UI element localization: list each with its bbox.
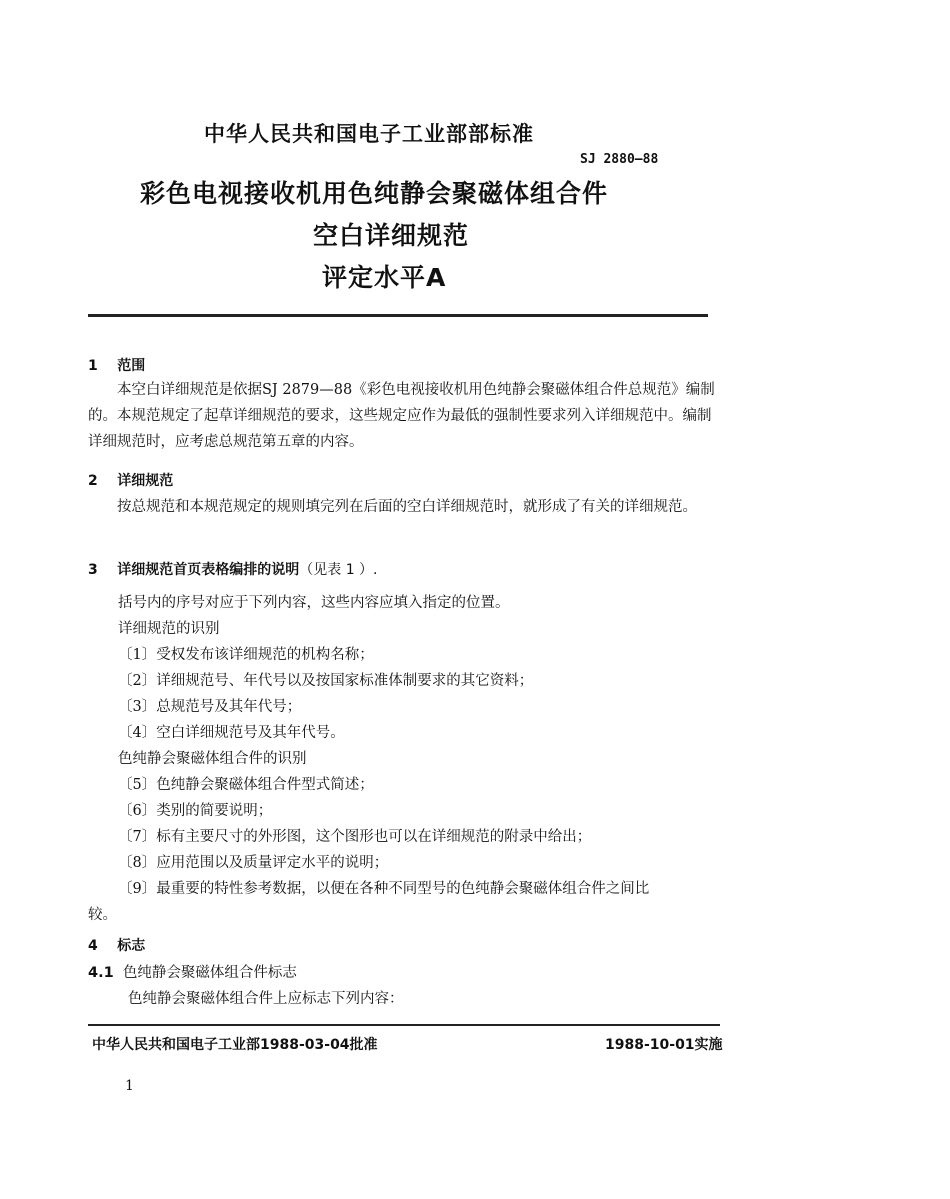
section-number: 1 <box>88 358 98 374</box>
section-2-heading <box>88 470 173 490</box>
section-number: 3 <box>88 562 98 578</box>
list-item-4: 〔4〕空白详细规范号及其年代号。 <box>118 725 345 741</box>
list-item-1: 〔1〕受权发布该详细规范的机构名称； <box>118 647 374 663</box>
list-item-6: 〔6〕类别的简要说明； <box>118 803 273 819</box>
document-title: 彩色电视接收机用色纯静会聚磁体组合件 <box>140 179 609 208</box>
header-divider <box>88 314 708 317</box>
list-item-9-continuation: 较。 <box>88 907 117 923</box>
section-4-heading <box>88 935 145 955</box>
list-item-2: 〔2〕详细规范号、年代号以及按国家标准体制要求的其它资料； <box>118 673 534 689</box>
page-number: 1 <box>125 1078 134 1094</box>
group-heading-component-id: 色纯静会聚磁体组合件的识别 <box>118 751 307 767</box>
subsection-4-1-paragraph: 色纯静会聚磁体组合件上应标志下列内容： <box>128 991 404 1007</box>
document-subtitle: 空白详细规范 <box>313 221 470 250</box>
section-number: 4 <box>88 938 98 954</box>
section-title: 标志 <box>117 938 146 954</box>
section-2-paragraph: 按总规范和本规范规定的规则填完列在后面的空白详细规范时，就形成了有关的详细规范。 <box>117 499 697 515</box>
standard-code: SJ 2880—88 <box>580 152 659 167</box>
assessment-level: 评定水平A <box>322 263 447 292</box>
section-title: 详细规范首页表格编排的说明 <box>117 562 300 578</box>
section-title-suffix: （见表 1 ）. <box>299 562 378 578</box>
group-heading-spec-id: 详细规范的识别 <box>118 621 220 637</box>
section-3-heading <box>88 559 378 579</box>
list-item-7: 〔7〕标有主要尺寸的外形图，这个图形也可以在详细规范的附录中给出； <box>118 829 592 845</box>
approval-line: 中华人民共和国电子工业部1988-03-04批准 <box>92 1037 378 1053</box>
list-item-3: 〔3〕总规范号及其年代号； <box>118 699 302 715</box>
issuing-organization: 中华人民共和国电子工业部部标准 <box>204 122 534 146</box>
section-number: 2 <box>88 473 98 489</box>
subsection-title: 色纯静会聚磁体组合件标志 <box>122 965 297 981</box>
section-1-heading <box>88 355 145 375</box>
section-title: 详细规范 <box>117 473 174 489</box>
section-title: 范围 <box>117 358 146 374</box>
list-item-5: 〔5〕色纯静会聚磁体组合件型式简述； <box>118 777 374 793</box>
section-3-intro: 括号内的序号对应于下列内容，这些内容应填入指定的位置。 <box>118 595 510 611</box>
footer-divider <box>88 1024 720 1026</box>
list-item-8: 〔8〕应用范围以及质量评定水平的说明； <box>118 855 389 871</box>
subsection-4-1-heading <box>88 961 297 982</box>
section-1-paragraph: 本空白详细规范是依据SJ 2879—88《彩色电视接收机用色纯静会聚磁体组合件总规范》编制的。本规范规定了起草详细规范的要求，这些规定应作为最低的强制性要求列入详细规范中。编制详细规范时，应考虑总规范第五章的内容。 <box>88 382 715 450</box>
subsection-number: 4.1 <box>88 965 114 981</box>
effective-date: 1988-10-01实施 <box>605 1037 723 1053</box>
list-item-9: 〔9〕最重要的特性参考数据，以便在各种不同型号的色纯静会聚磁体组合件之间比 <box>118 881 650 897</box>
